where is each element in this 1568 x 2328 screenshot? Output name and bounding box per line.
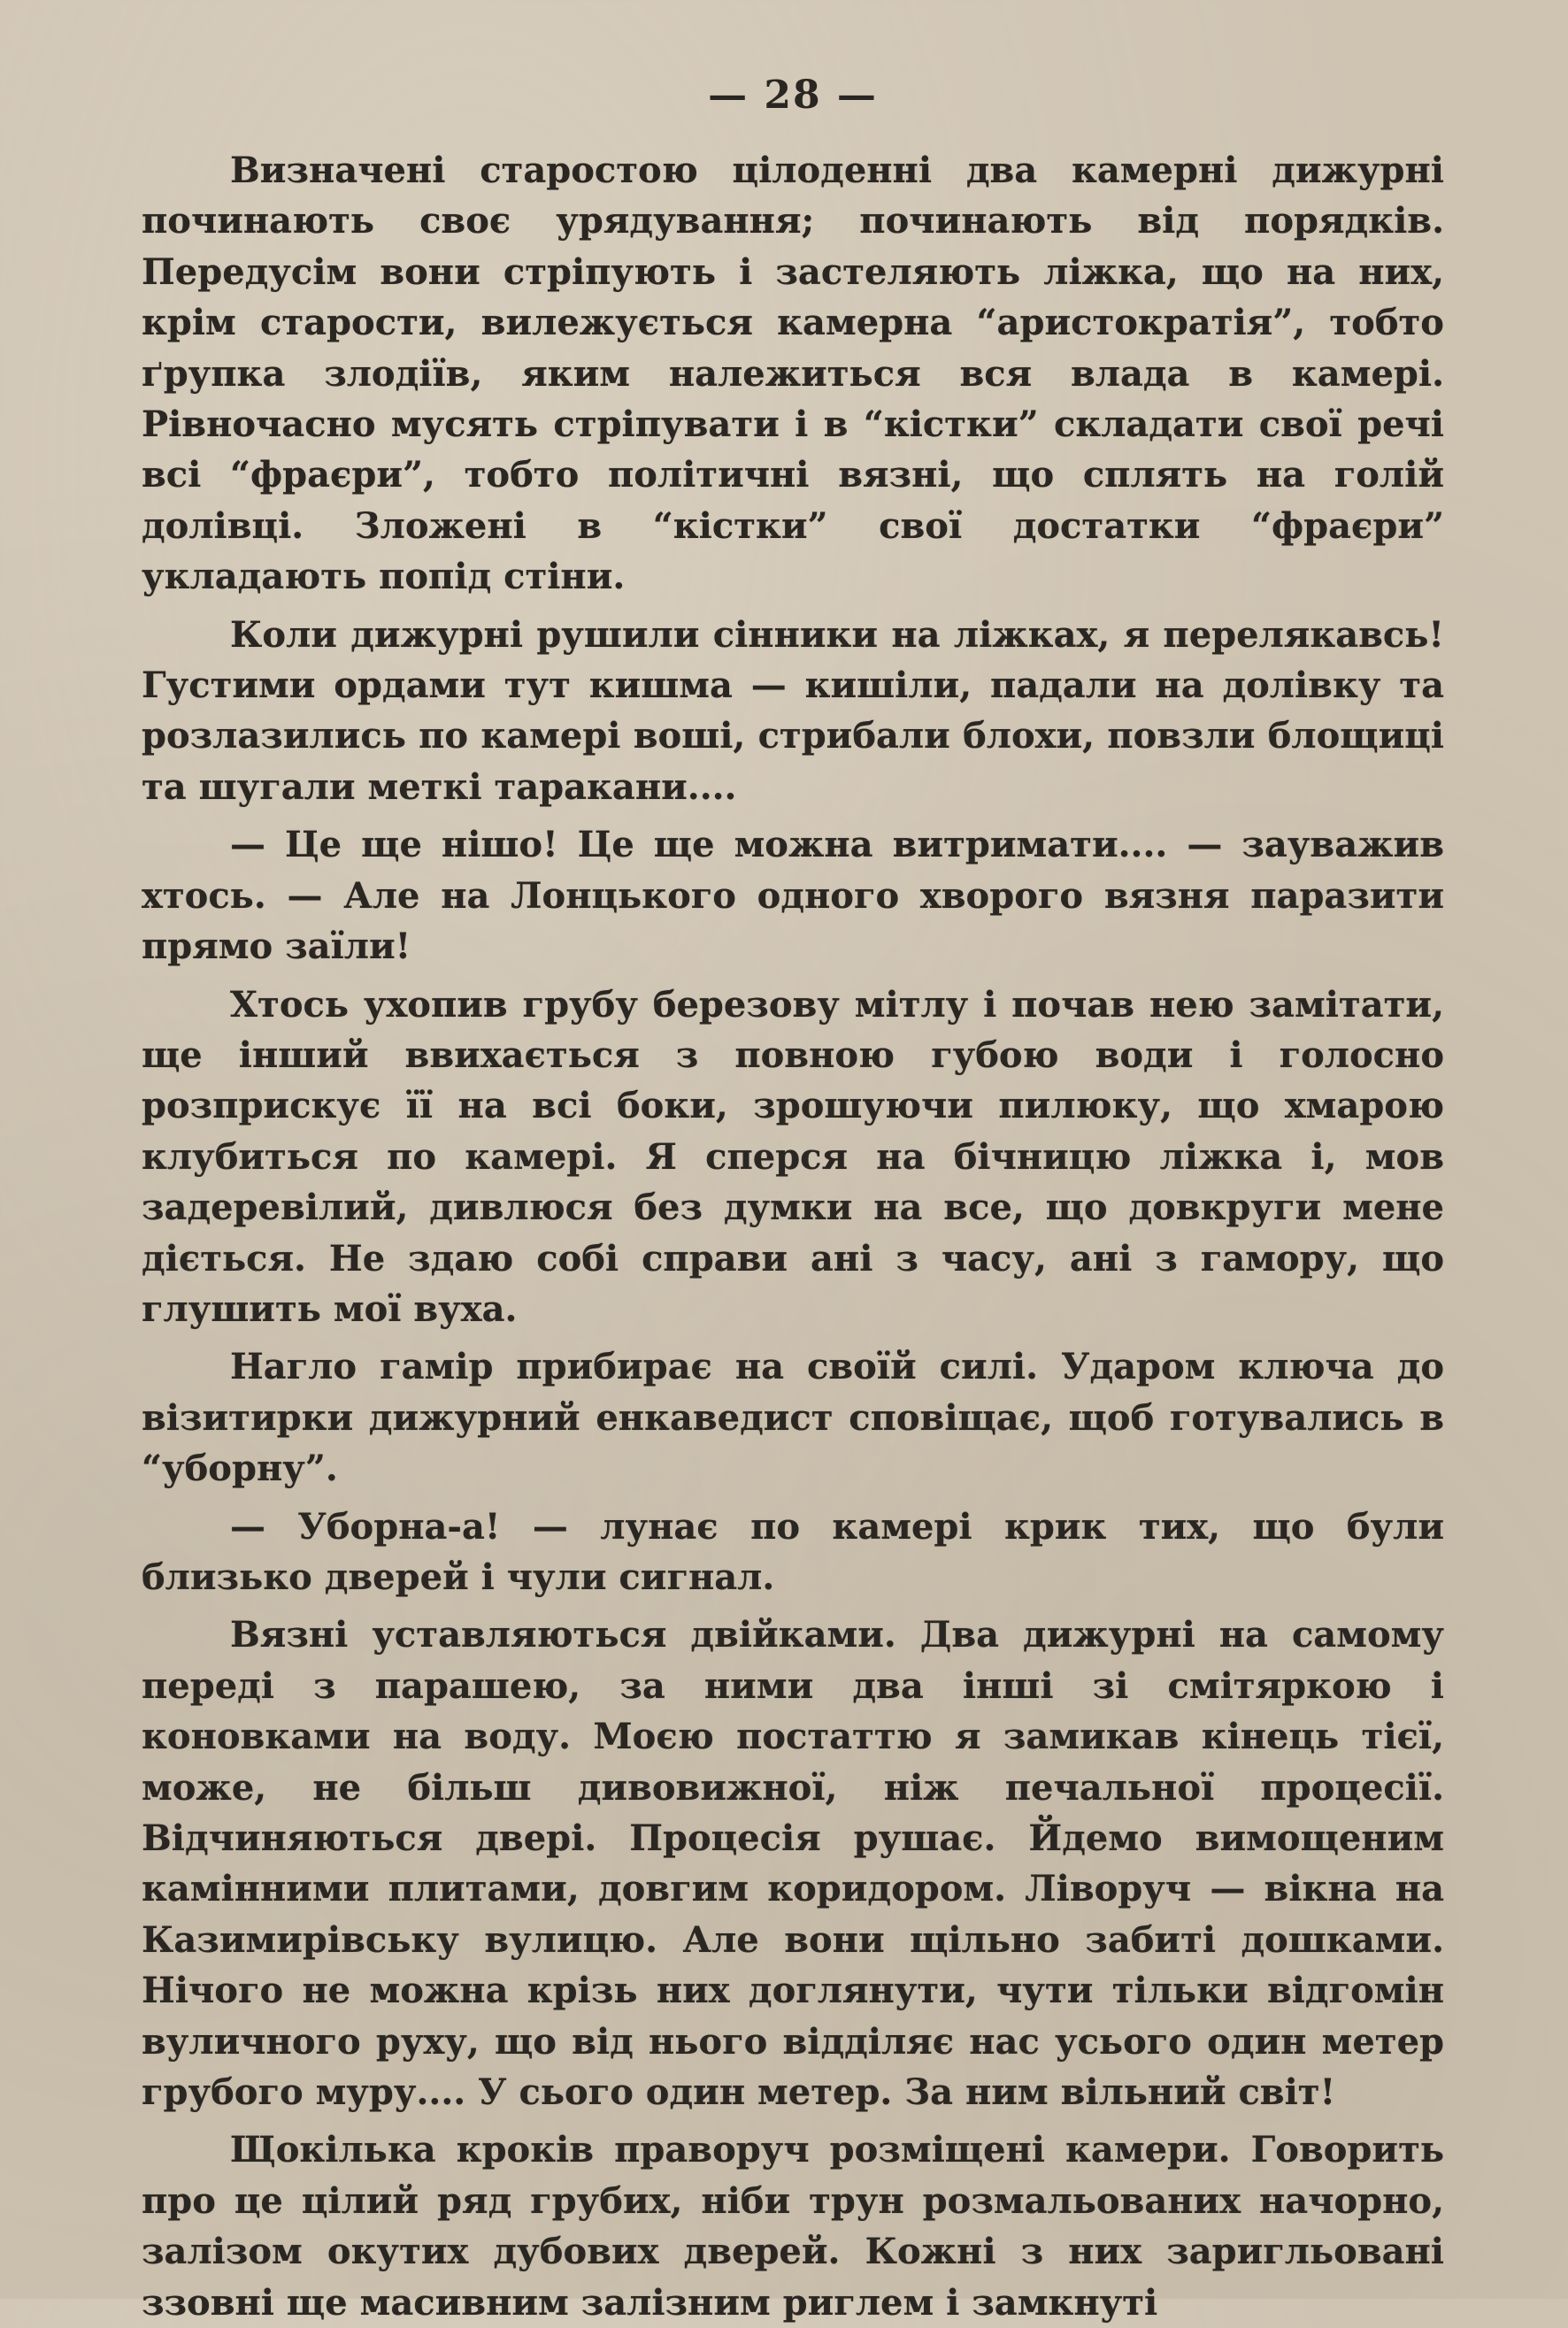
page-number: — 28 — [708,73,878,118]
paragraph: Щокілька кроків праворуч розміщені камери. Говорить про це цілий ряд грубих, ніби трун розмальованих начорно, залізом окутих дубових дверей. Кожні з них заригльовані ззовні ще масивним залізним риглем і замкнуті [142,2129,1444,2324]
paragraph: Хтось ухопив грубу березову мітлу і почав нею замітати, ще інший ввихається з повною губою води і голосно розприскує її на всі боки, зрошуючи пилюку, що хмарою клубиться по камері. Я сперся на бічницю ліжка і, мов задеревілий, дивлюся без думки на все, що довкруги мене діється. Не здаю собі справи ані з часу, ані з гамору, що глушить мої вуха. [142,983,1444,1330]
paragraph: — Уборна-а! — лунає по камері крик тих, що були близько дверей і чули сигнал. [142,1505,1444,1598]
paragraph: Визначені старостою цілоденні два камерні дижурні починають своє урядування; починають від порядків. Передусім вони стріпують і застеляють ліжка, що на них, крім старости, вилежується камерна “аристократія”, тобто ґрупка злодіїв, яким належиться вся влада в камері. Рівночасно мусять стріпувати і в “кістки” складати свої речі всі “фраєри”, тобто політичні вязні, що сплять на голій долівці. Зложені в “кістки” свої достатки “фраєри” укладають попід стіни. [142,150,1444,598]
paragraph: — Це ще нішо! Це ще можна витримати.... — зауважив хтось. — Але на Лонцького одного хворого вязня паразити прямо заїли! [142,824,1444,968]
paragraph: Нагло гамір прибирає на своїй силі. Ударом ключа до візитирки дижурний енкаведист сповіщає, щоб готувались в “уборну”. [142,1346,1444,1490]
paragraph: Коли дижурні рушили сінники на ліжках, я перелякавсь! Густими ордами тут кишма — кишіли, падали на долівку та розлазились по камері воші, стрибали блохи, повзли блощиці та шугали меткі таракани.... [142,613,1444,808]
body-text [142,145,1444,2328]
paragraph: Вязні уставляються двійками. Два дижурні на самому переді з парашею, за ними два інші зі смітяркою і коновками на воду. Моєю постаттю я замикав кінець тієї, може, не більш дивовижної, ніж печальної процесії. Відчиняються двері. Процесія рушає. Йдемо вимощеним камінними плитами, довгим коридором. Ліворуч — вікна на Казимирівську вулицю. Але вони щільно забиті дошками. Нічого не можна крізь них доглянути, чути тільки відгомін вуличного руху, що від нього відділяє нас усього один метер грубого муру.... У сього один метер. За ним вільний світ! [142,1614,1444,2114]
